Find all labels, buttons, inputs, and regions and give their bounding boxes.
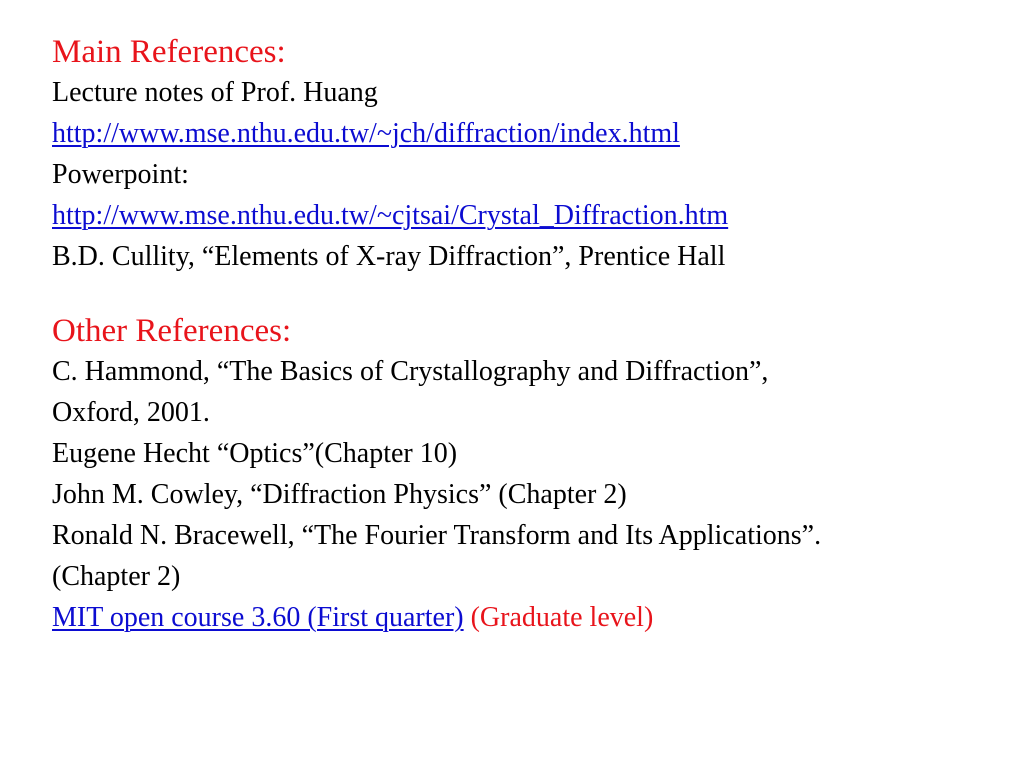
graduate-level-note: (Graduate level) <box>470 602 654 633</box>
section-spacer <box>52 277 1002 311</box>
other-references-heading: Other References: <box>52 313 292 349</box>
bracewell-reference-line2: (Chapter 2) <box>52 561 181 592</box>
powerpoint-label: Powerpoint: <box>52 159 189 190</box>
hammond-reference-line2: Oxford, 2001. <box>52 397 210 428</box>
hecht-reference: Eugene Hecht “Optics”(Chapter 10) <box>52 438 458 469</box>
main-references-heading: Main References: <box>52 34 286 70</box>
lecture-notes-link[interactable]: http://www.mse.nthu.edu.tw/~jch/diffraction/index.html <box>52 118 680 149</box>
hammond-reference-line1: C. Hammond, “The Basics of Crystallography and Diffraction”, <box>52 356 769 387</box>
cullity-reference: B.D. Cullity, “Elements of X-ray Diffraction”, Prentice Hall <box>52 241 726 272</box>
slide-content <box>52 32 1002 638</box>
powerpoint-link[interactable]: http://www.mse.nthu.edu.tw/~cjtsai/Crystal_Diffraction.htm <box>52 200 729 231</box>
lecture-notes-text: Lecture notes of Prof. Huang <box>52 77 378 108</box>
cowley-reference: John M. Cowley, “Diffraction Physics” (Chapter 2) <box>52 479 627 510</box>
mit-course-link[interactable]: MIT open course 3.60 (First quarter) <box>52 602 464 633</box>
bracewell-reference-line1: Ronald N. Bracewell, “The Fourier Transform and Its Applications”. <box>52 520 822 551</box>
